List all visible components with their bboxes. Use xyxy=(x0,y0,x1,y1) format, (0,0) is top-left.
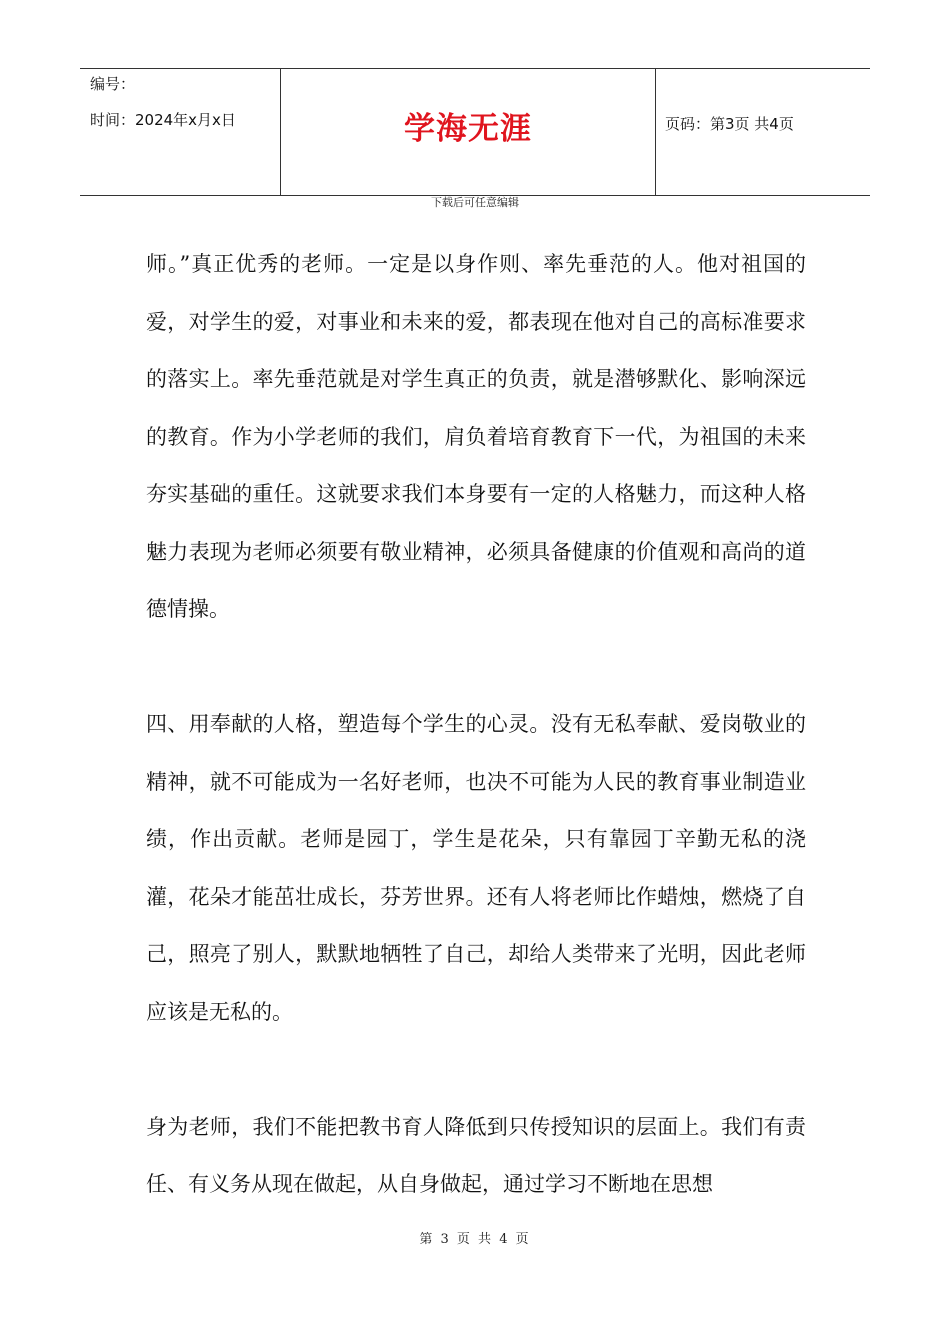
time-label: 时间：2024年x月x日 xyxy=(90,111,236,129)
header-left-cell xyxy=(80,69,280,195)
document-body xyxy=(146,236,806,1214)
header-table xyxy=(80,68,870,196)
page-footer: 第 3 页 共 4 页 xyxy=(419,1232,531,1247)
brand-title: 学海无涯 xyxy=(404,111,532,147)
paragraph-3: 身为老师，我们不能把教书育人降低到只传授知识的层面上。我们有责任、有义务从现在做起，从自身做起，通过学习不断地在思想 xyxy=(146,1114,806,1196)
header-right-cell xyxy=(655,69,870,195)
header-brand-cell xyxy=(280,69,656,195)
number-label: 编号： xyxy=(90,75,136,93)
page-info: 页码：第3页 共4页 xyxy=(665,115,794,133)
download-note: 下载后可任意编辑 xyxy=(431,196,519,209)
paragraph-2: 四、用奉献的人格，塑造每个学生的心灵。没有无私奉献、爱岗敬业的精神，就不可能成为一名好老师，也决不可能为人民的教育事业制造业绩，作出贡献。老师是园丁，学生是花朵，只有靠园丁辛勤无私的浇灌，花朵才能茁壮成长，芬芳世界。还有人将老师比作蜡烛，燃烧了自己，照亮了别人，默默地牺牲了自己，却给人类带来了光明，因此老师应该是无私的。 xyxy=(146,712,806,1024)
paragraph-1: 师。”真正优秀的老师。一定是以身作则、率先垂范的人。他对祖国的爱，对学生的爱，对事业和未来的爱，都表现在他对自己的高标准要求的落实上。率先垂范就是对学生真正的负责，就是潜够默化、影响深远的教育。作为小学老师的我们，肩负着培育教育下一代，为祖国的未来夯实基础的重任。这就要求我们本身要有一定的人格魅力，而这种人格魅力表现为老师必须要有敬业精神，必须具备健康的价值观和高尚的道德情操。 xyxy=(146,252,806,621)
